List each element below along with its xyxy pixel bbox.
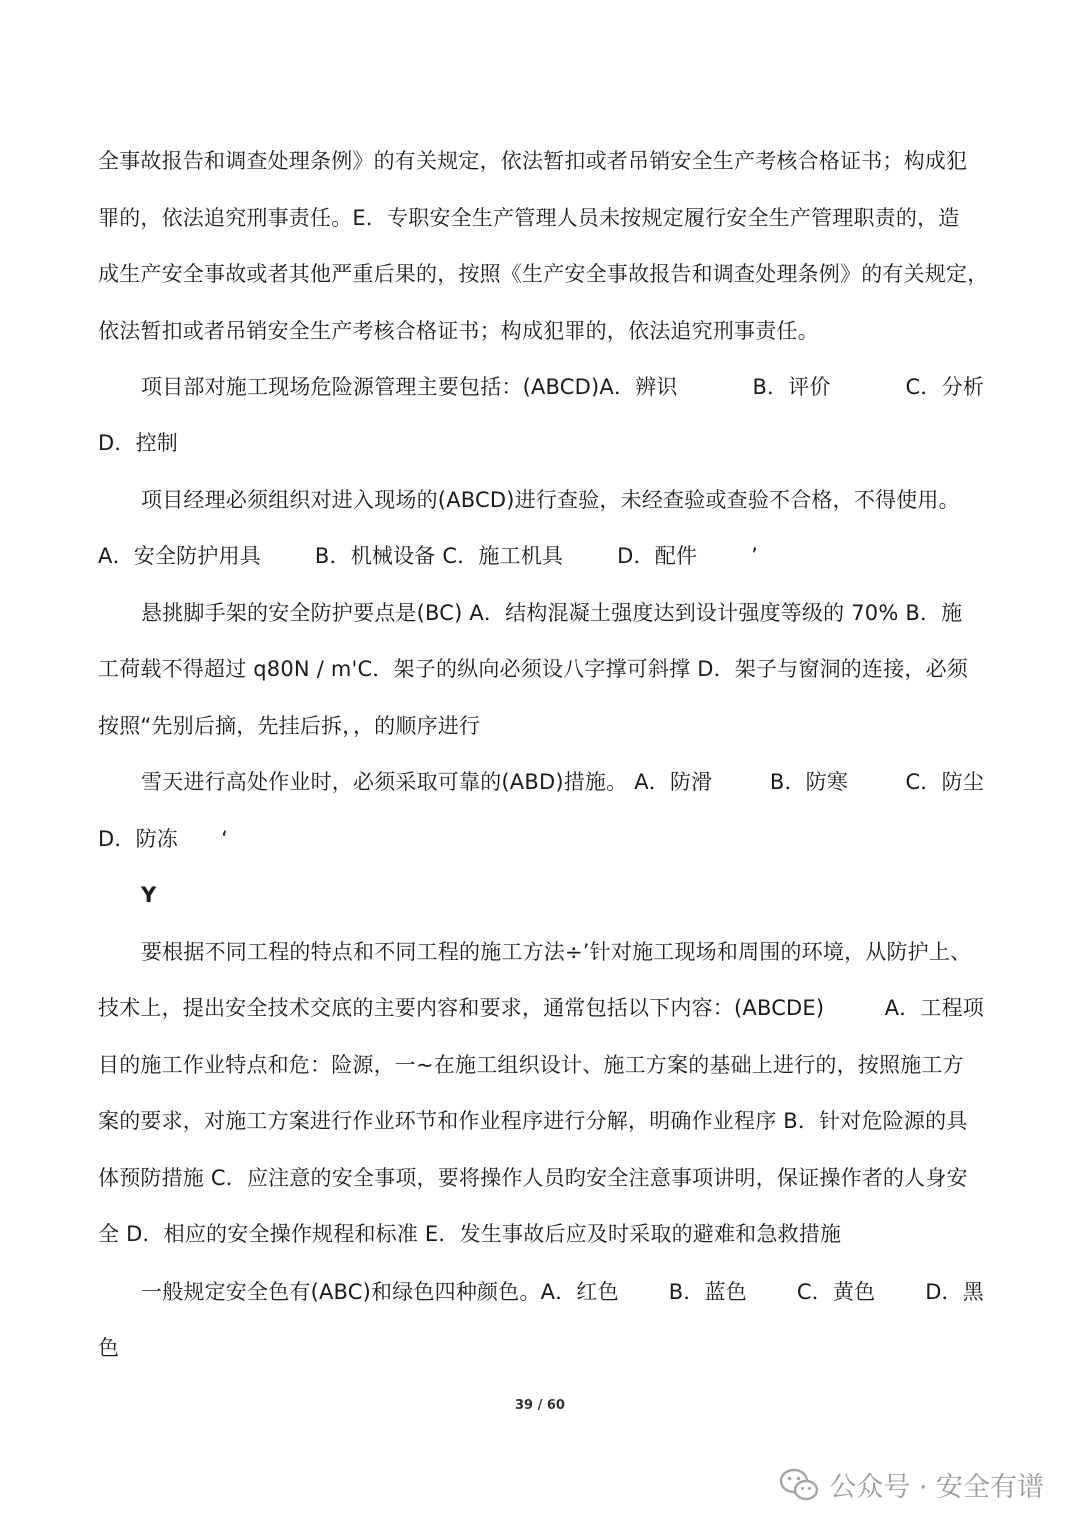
option-c: C．黄色 <box>796 1280 876 1304</box>
question-stem: 项目经理必须组织对进入现场的(ABCD)进行查验，未经查验或查验不合格，不得使用。 <box>141 488 960 512</box>
text-line <box>98 711 984 741</box>
option-a: A．安全防护用具 <box>98 544 261 568</box>
option-b-c: B．机械设备 C．施工机具 <box>314 544 564 568</box>
option-c: C．分析 <box>905 375 984 399</box>
option-d: D．配件 <box>617 544 698 568</box>
question-stem: 悬挑脚手架的安全防护要点是(BC) A．结构混凝土强度达到设计强度等级的 70% B．施 <box>141 601 963 625</box>
question-line <box>141 767 984 797</box>
question-stem: 项目部对施工现场危险源管理主要包括：(ABCD)A．辨识 <box>141 375 678 399</box>
text-segment: 目的施工作业特点和危：险源，一~在施工组织设计、施工方案的基础上进行的，按照施工方 <box>98 1053 964 1077</box>
text-line <box>98 316 984 346</box>
text-segment: 全 D．相应的安全操作规程和标准 E．发生事故后应及时采取的避难和急救措施 <box>98 1222 842 1246</box>
option-d: D．控制 <box>98 431 178 455</box>
text-segment: 色 <box>98 1336 120 1360</box>
text-segment: 按照“先别后摘，先挂后拆，，的顺序进行 <box>98 714 481 738</box>
stray-mark: ’ <box>751 544 758 568</box>
text-line <box>98 1050 984 1080</box>
option-d: D．防冻 <box>98 827 178 851</box>
text-line <box>98 146 984 176</box>
text-line <box>98 993 984 1023</box>
text-line <box>98 1163 984 1193</box>
text-line <box>98 203 984 233</box>
text-segment: 体预防措施 C．应注意的安全事项，要将操作人员昀安全注意事项讲明，保证操作者的人身安 <box>98 1166 968 1190</box>
question-stem: 雪天进行高处作业时，必须采取可靠的(ABD)措施。 A．防滑 <box>141 770 713 794</box>
text-line <box>98 259 989 289</box>
text-line <box>98 1333 984 1363</box>
question-stem: 一般规定安全色有(ABC)和绿色四种颜色。A．红色 <box>141 1280 619 1304</box>
option-d: D．黑 <box>925 1280 984 1304</box>
text-line <box>98 428 984 458</box>
text-line <box>98 1219 984 1249</box>
text-segment: 依法暂扣或者吊销安全生产考核合格证书；构成犯罪的，依法追究刑事责任。 <box>98 319 819 343</box>
option-b: B．评价 <box>752 375 831 399</box>
text-line <box>98 654 984 684</box>
stray-mark: ‘ <box>221 827 228 851</box>
text-segment: 案的要求，对施工方案进行作业环节和作业程序进行分解，明确作业程序 B．针对危险源的具 <box>98 1109 968 1133</box>
option-b: B．防寒 <box>769 770 849 794</box>
option-b: B．蓝色 <box>668 1280 747 1304</box>
text-segment: 全事故报告和调查处理条例》的有关规定，依法暂扣或者吊销安全生产考核合格证书；构成犯 <box>98 149 968 173</box>
text-line <box>98 1106 984 1136</box>
text-segment: 罪的，依法追究刑事责任。E．专职安全生产管理人员未按规定履行安全生产管理职责的，造 <box>98 206 960 230</box>
section-marker <box>141 880 984 910</box>
text-segment: 成生产安全事故或者其他严重后果的，按照《生产安全事故报告和调查处理条例》的有关规定， <box>98 262 989 286</box>
question-line <box>141 937 984 967</box>
watermark <box>779 1465 1044 1504</box>
text-segment: 技术上，提出安全技术交底的主要内容和要求，通常包括以下内容：(ABCDE) <box>98 996 825 1020</box>
option-a: A．工程项 <box>884 996 984 1020</box>
question-stem: 要根据不同工程的特点和不同工程的施工方法÷’针对施工现场和周围的环境，从防护上、 <box>141 940 972 964</box>
question-line <box>141 1277 984 1307</box>
text-segment: 工荷载不得超过 q80N / m'C．架子的纵向必须设八字撑可斜撑 D．架子与窗洞的连接，必须 <box>98 657 968 681</box>
question-line <box>141 372 984 402</box>
page-number: 39 / 60 <box>515 1398 565 1413</box>
options-line <box>98 541 758 571</box>
option-c: C．防尘 <box>905 770 984 794</box>
question-line <box>141 485 984 515</box>
wechat-icon <box>779 1468 819 1502</box>
options-line <box>98 824 228 854</box>
watermark-text: 公众号 · 安全有谱 <box>829 1472 1044 1503</box>
marker-text: Y <box>141 883 157 907</box>
question-line <box>141 598 984 628</box>
